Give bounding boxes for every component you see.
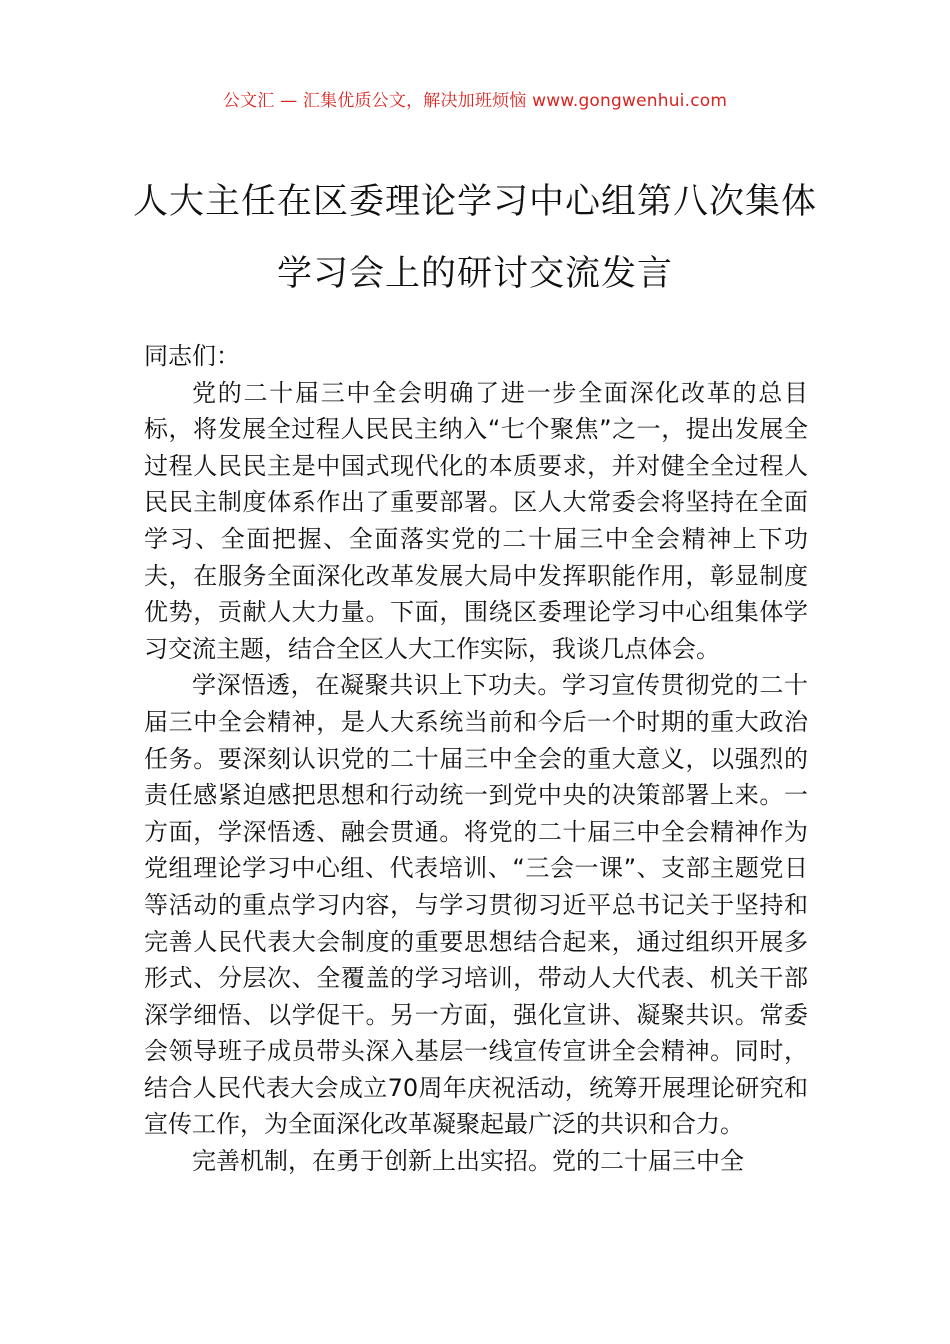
paragraph-study: 学深悟透，在凝聚共识上下功夫。学习宣传贯彻党的二十届三中全会精神，是人大系统当前和今后一个时期的重大政治任务。要深刻认识党的二十届三中全会的重大意义，以强烈的责任感紧迫感把思想和行动统一到党中央的决策部署上来。一方面，学深悟透、融会贯通。将党的二十届三中全会精神作为党组理论学习中心组、代表培训、“三会一课”、支部主题党日等活动的重点学习内容，与学习贯彻习近平总书记关于坚持和完善人民代表大会制度的重要思想结合起来，通过组织开展多形式、分层次、全覆盖的学习培训，带动人大代表、机关干部深学细悟、以学促干。另一方面，强化宣讲、凝聚共识。常委会领导班子成员带头深入基层一线宣传宣讲全会精神。同时，结合人民代表大会成立70周年庆祝活动，统筹开展理论研究和宣传工作，为全面深化改革凝聚起最广泛的共识和合力。	[144, 671, 808, 1139]
paragraph-intro: 党的二十届三中全会明确了进一步全面深化改革的总目标，将发展全过程人民民主纳入“七个聚焦”之一，提出发展全过程人民民主是中国式现代化的本质要求，并对健全全过程人民民主制度体系作出了重要部署。区人大常委会将坚持在全面学习、全面把握、全面落实党的二十届三中全会精神上下功夫，在服务全面深化改革发展大局中发挥职能作用，彰显制度优势，贡献人大力量。下面，围绕区委理论学习中心组集体学习交流主题，结合全区人大工作实际，我谈几点体会。	[144, 378, 808, 663]
salutation: 同志们：	[144, 342, 240, 370]
paragraph-mechanism: 完善机制，在勇于创新上出实招。党的二十届三中全	[192, 1147, 744, 1176]
document-title: 人大主任在区委理论学习中心组第八次集体学习会上的研讨交流发言	[132, 182, 817, 294]
document-body	[144, 338, 808, 1180]
header-banner: 公文汇 — 汇集优质公文，解决加班烦恼 www.gongwenhui.com	[222, 91, 728, 111]
